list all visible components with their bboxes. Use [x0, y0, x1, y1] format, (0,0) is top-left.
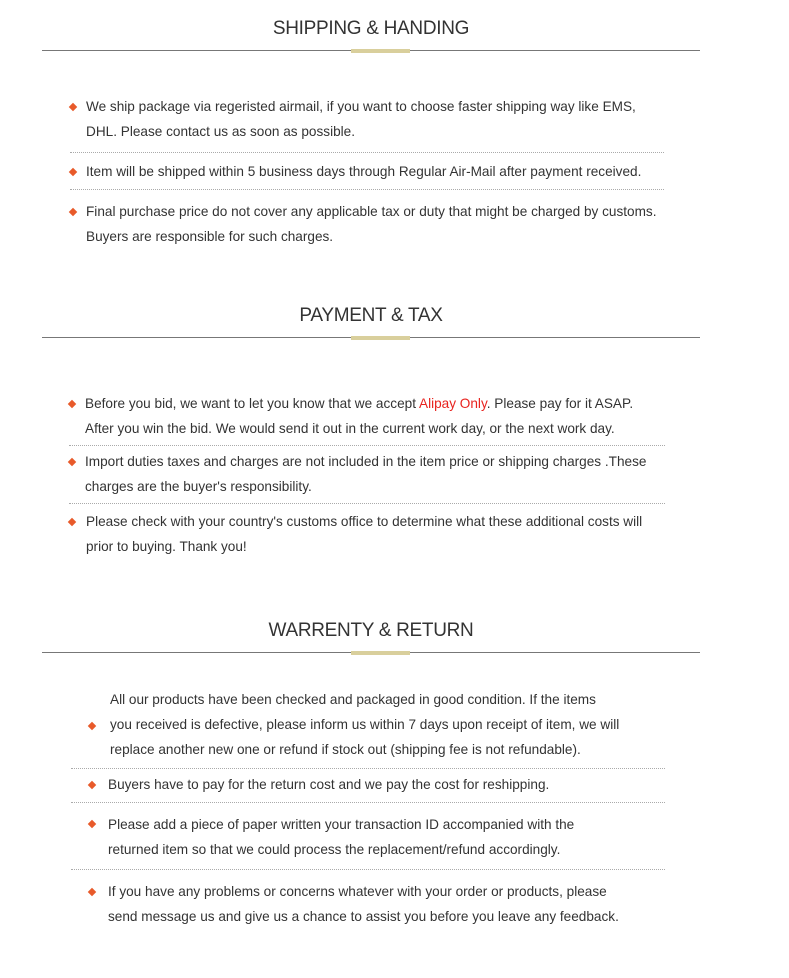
- title-accent-bar: [351, 49, 410, 53]
- list-item: Buyers have to pay for the return cost and we pay the cost for reshipping.: [108, 777, 550, 792]
- list-item: Final purchase price do not cover any applicable tax or duty that might be charged by customs. Buyers are responsible for such charges.: [86, 204, 657, 244]
- diamond-bullet-icon: [69, 208, 77, 216]
- list-item: If you have any problems or concerns whatever with your order or products, please send message us and give us a chance to assist you before you leave any feedback.: [108, 884, 619, 924]
- diamond-bullet-icon: [88, 781, 96, 789]
- section-title-payment: PAYMENT & TAX: [299, 305, 443, 326]
- section-title-warranty: WARRENTY & RETURN: [268, 620, 474, 641]
- diamond-bullet-icon: [88, 820, 96, 828]
- title-accent-bar: [351, 336, 410, 340]
- diamond-bullet-icon: [68, 458, 76, 466]
- diamond-bullet-icon: [68, 518, 76, 526]
- list-item: Please check with your country's customs office to determine what these additional costs will prior to buying. Thank you!: [86, 514, 643, 554]
- list-item: Before you bid, we want to let you know that we accept Alipay Only. Please pay for it ASAP. After you win the bid. We would send it out in the current work day, or the next work day.: [85, 396, 634, 436]
- diamond-bullet-icon: [68, 400, 76, 408]
- dotted-separator: [71, 802, 665, 803]
- dotted-separator: [70, 152, 664, 153]
- dotted-separator: [71, 768, 665, 769]
- list-item: Item will be shipped within 5 business days through Regular Air-Mail after payment received.: [86, 164, 642, 179]
- dotted-separator: [69, 445, 665, 446]
- list-item: Import duties taxes and charges are not included in the item price or shipping charges .These charges are the buyer's responsibility.: [85, 454, 647, 494]
- list-item: All our products have been checked and packaged in good condition. If the items you received is defective, please inform us within 7 days upon receipt of item, we will replace another new one or refund if stock out (shipping fee is not refundable).: [110, 692, 620, 757]
- diamond-bullet-icon: [69, 103, 77, 111]
- title-accent-bar: [351, 651, 410, 655]
- dotted-separator: [71, 869, 665, 870]
- list-item: Please add a piece of paper written your transaction ID accompanied with the returned item so that we could process the replacement/refund accordingly.: [108, 817, 575, 857]
- dotted-separator: [69, 503, 665, 504]
- dotted-separator: [70, 189, 664, 190]
- diamond-bullet-icon: [69, 168, 77, 176]
- alipay-only-highlight: Alipay Only: [419, 396, 487, 411]
- list-item: We ship package via regeristed airmail, if you want to choose faster shipping way like EMS, DHL. Please contact us as soon as possible.: [86, 99, 636, 139]
- section-title-shipping: SHIPPING & HANDING: [272, 18, 470, 39]
- diamond-bullet-icon: [88, 722, 96, 730]
- diamond-bullet-icon: [88, 888, 96, 896]
